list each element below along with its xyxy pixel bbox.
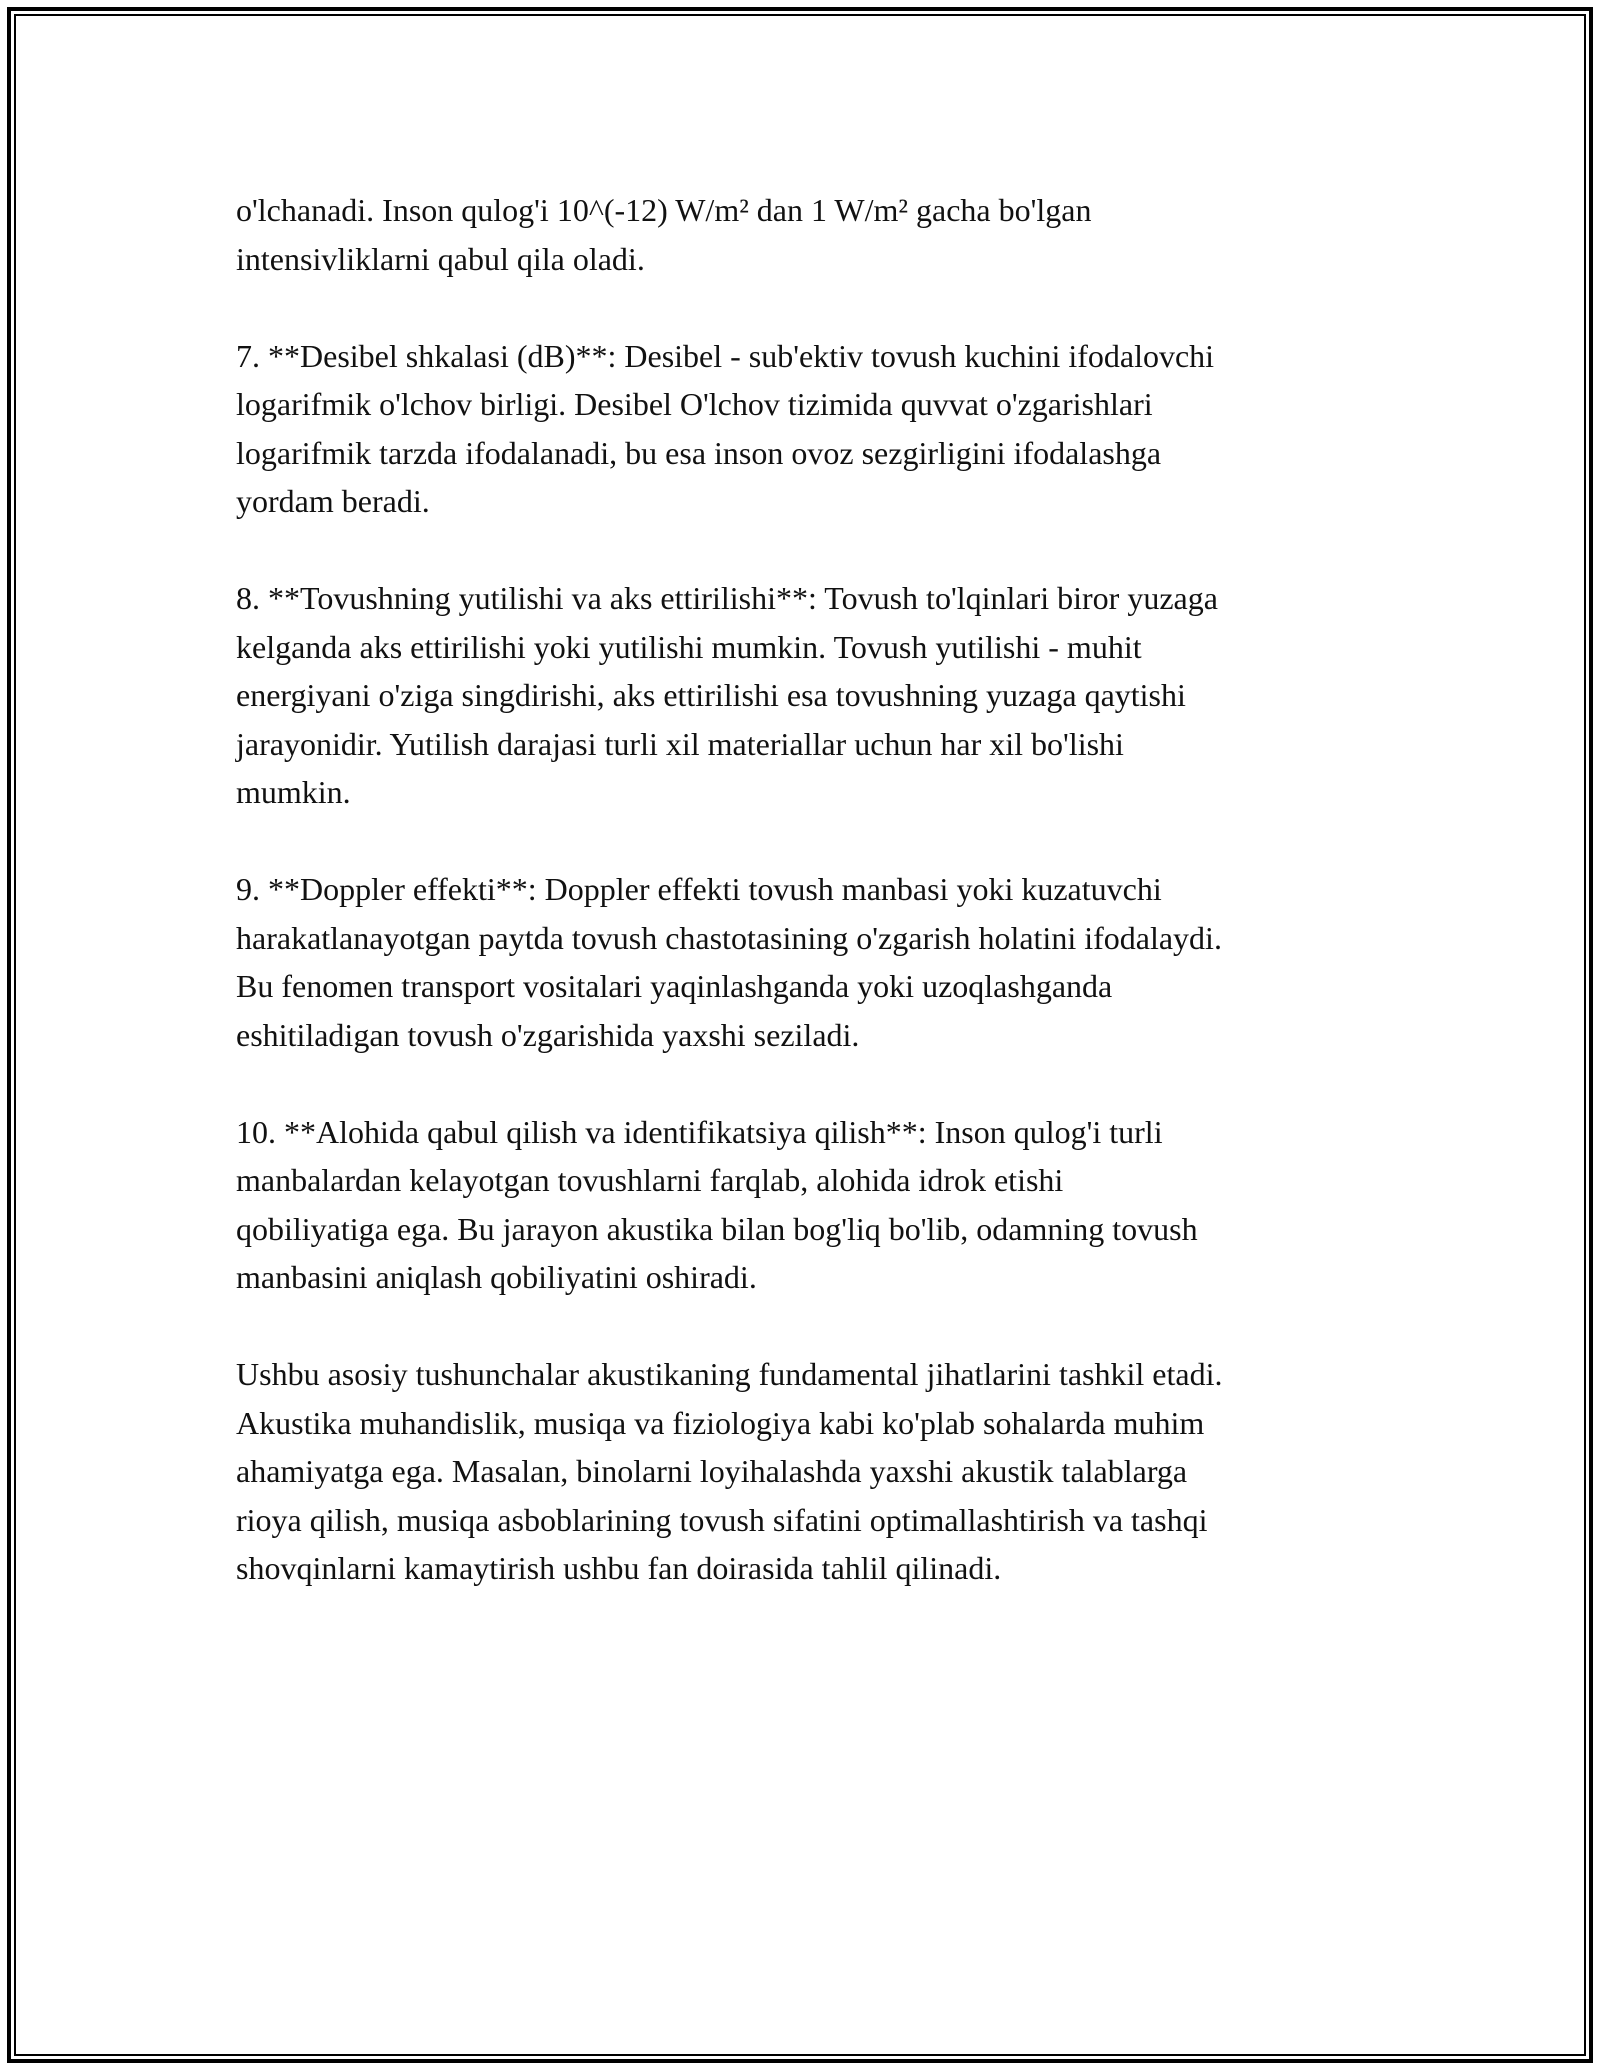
paragraph-separate-perception: 10. **Alohida qabul qilish va identifikatsiya qilish**: Inson qulog'i turli manbalardan kelayotgan tovushlarni farqlab, alohida idrok etishi qobiliyatiga ega. Bu jarayon akustika bilan bog'liq bo'lib, odamning tovush manbasini aniqlash qobiliyatini oshiradi.: [236, 1113, 1198, 1295]
paragraph-decibel-scale: 7. **Desibel shkalasi (dB)**: Desibel - sub'ektiv tovush kuchini ifodalovchi logarifmik o'lchov birligi. Desibel O'lchov tizimida quvvat o'zgarishlari logarifmik tarzda ifodalanadi, bu esa inson ovoz sezgirligini ifodalashga yordam beradi.: [236, 337, 1215, 519]
paragraph-doppler-effect: 9. **Doppler effekti**: Doppler effekti tovush manbasi yoki kuzatuvchi harakatlanayotgan paytda tovush chastotasining o'zgarish holatini ifodalaydi. Bu fenomen transport vositalari yaqinlashganda yoki uzoqlashganda eshitiladigan tovush o'zgarishida yaxshi seziladi.: [236, 871, 1222, 1053]
paragraph-conclusion: Ushbu asosiy tushunchalar akustikaning fundamental jihatlarini tashkil etadi. Akustika muhandislik, musiqa va fiziologiya kabi ko'plab sohalarda muhim ahamiyatga ega. Masalan, binolarni loyihalashda yaxshi akustik talablarga rioya qilish, musiqa asboblarining tovush sifatini optimallashtirish va tashqi shovqinlarni kamaytirish ushbu fan doirasida tahlil qilinadi.: [236, 1356, 1223, 1586]
paragraph-intensity-continued: o'lchanadi. Inson qulog'i 10^(-12) W/m² dan 1 W/m² gacha bo'lgan intensivliklarni qabul qila oladi.: [236, 192, 1092, 277]
document-body: [236, 186, 1406, 1641]
paragraph-absorption-reflection: 8. **Tovushning yutilishi va aks ettirilishi**: Tovush to'lqinlari biror yuzaga kelganda aks ettirilishi yoki yutilishi mumkin. Tovush yutilishi - muhit energiyani o'ziga singdirishi, aks ettirilishi esa tovushning yuzaga qaytishi jarayonidir. Yutilish darajasi turli xil materiallar uchun har xil bo'lishi mumkin.: [236, 580, 1218, 810]
